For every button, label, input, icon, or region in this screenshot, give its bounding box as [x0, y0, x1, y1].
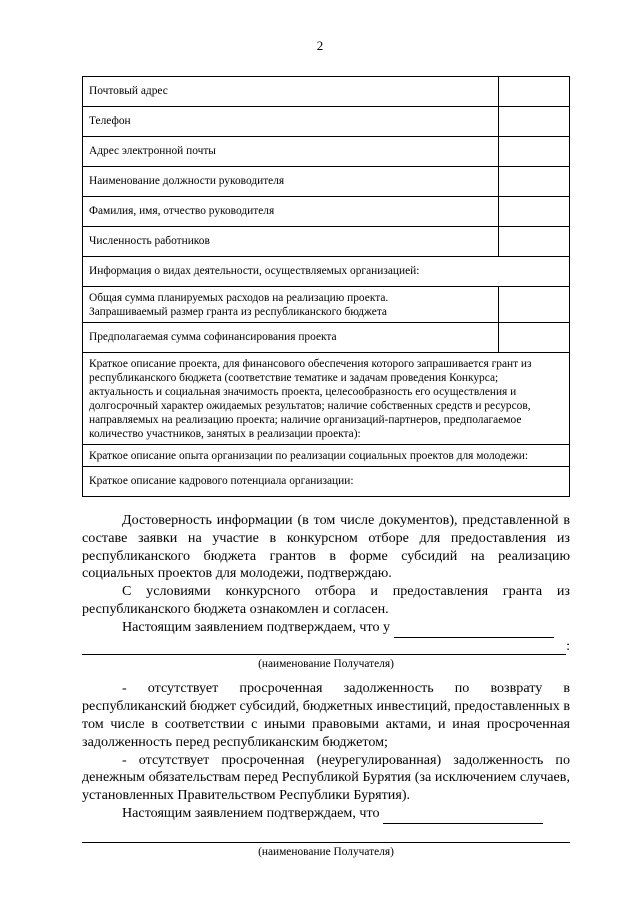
form-row: [83, 257, 570, 287]
form-row-value-cell[interactable]: [499, 77, 570, 107]
confirm-line-2: Настоящим заявлением подтверждаем, что: [82, 805, 570, 824]
form-row: [83, 197, 570, 227]
form-row-label: Почтовый адрес: [83, 77, 499, 107]
form-row: [83, 287, 570, 323]
recipient-fill-line-2a[interactable]: [383, 805, 543, 824]
form-row-value-cell[interactable]: [499, 197, 570, 227]
form-row-value-cell[interactable]: [499, 137, 570, 167]
paragraph-reliability: Достоверность информации (в том числе документов), представленной в составе заявки на участие в конкурсном отборе для предоставления из республиканского бюджета грантов в форме субсидий на реализацию социальных проектов для молодежи, подтверждаю.: [82, 512, 570, 582]
recipient-caption-1: (наименование Получателя): [258, 658, 394, 671]
form-row: [83, 445, 570, 467]
colon: :: [566, 637, 570, 654]
form-row-label: Адрес электронной почты: [83, 137, 499, 167]
form-row: [83, 137, 570, 167]
recipient-caption-2: (наименование Получателя): [258, 845, 394, 858]
bullet-no-budget-debt: - отсутствует просроченная задолженность по возврату в республиканский бюджет субсидий, бюджетных инвестиций, предоставленных в том числе в соответствии с иными правовыми актами, и иная просроченная задолженность перед республиканским бюджетом;: [82, 680, 570, 750]
form-row: [83, 353, 570, 445]
form-row-label: Краткое описание проекта, для финансового обеспечения которого запрашивается грант из республиканского бюджета (соответствие тематике и задачам проведения Конкурса; актуальность и социальная значимость проекта, целесообразность его осуществления и долгосрочный характер ожидаемых результатов; наличие собственных средств и ресурсов, направляемых на реализацию проекта; наличие организаций-партнеров, предполагаемое количество участников, занятых в реализации проекта):: [83, 353, 570, 445]
form-row-label: Краткое описание кадрового потенциала организации:: [83, 467, 570, 497]
form-row-label: Телефон: [83, 107, 499, 137]
page-number: 2: [316, 38, 324, 53]
declaration-text: [82, 512, 570, 860]
form-row: [83, 227, 570, 257]
form-row-value-cell[interactable]: [499, 167, 570, 197]
form-row-value-cell[interactable]: [499, 323, 570, 353]
form-row: [83, 323, 570, 353]
form-row-value-cell[interactable]: [499, 107, 570, 137]
recipient-fill-line-2b[interactable]: [82, 824, 570, 843]
form-row-label: Предполагаемая сумма софинансирования проекта: [83, 323, 499, 353]
form-row-value-cell[interactable]: [499, 227, 570, 257]
form-row: [83, 467, 570, 497]
recipient-fill-line-1b[interactable]: [82, 638, 570, 656]
form-row-label: Наименование должности руководителя: [83, 167, 499, 197]
form-row: [83, 107, 570, 137]
form-row-label: Общая сумма планируемых расходов на реализацию проекта. Запрашиваемый размер гранта из республиканского бюджета: [83, 287, 499, 323]
form-row-label: Краткое описание опыта организации по реализации социальных проектов для молодежи:: [83, 445, 570, 467]
form-row-label: Численность работников: [83, 227, 499, 257]
form-row-value-cell[interactable]: [499, 287, 570, 323]
application-form-table: [82, 76, 570, 497]
form-row: [83, 167, 570, 197]
form-row-label: Фамилия, имя, отчество руководителя: [83, 197, 499, 227]
paragraph-conditions: С условиями конкурсного отбора и предоставления гранта из республиканского бюджета ознакомлен и согласен.: [82, 583, 570, 617]
confirm-line-1: Настоящим заявлением подтверждаем, что у: [82, 619, 570, 638]
recipient-fill-line-1a[interactable]: [394, 619, 554, 638]
bullet-no-obligation-debt: - отсутствует просроченная (неурегулированная) задолженность по денежным обязательствам перед Республикой Бурятия (за исключением случаев, установленных Правительством Республики Бурятия).: [82, 751, 570, 804]
form-row-label: Информация о видах деятельности, осуществляемых организацией:: [83, 257, 570, 287]
form-row: [83, 77, 570, 107]
